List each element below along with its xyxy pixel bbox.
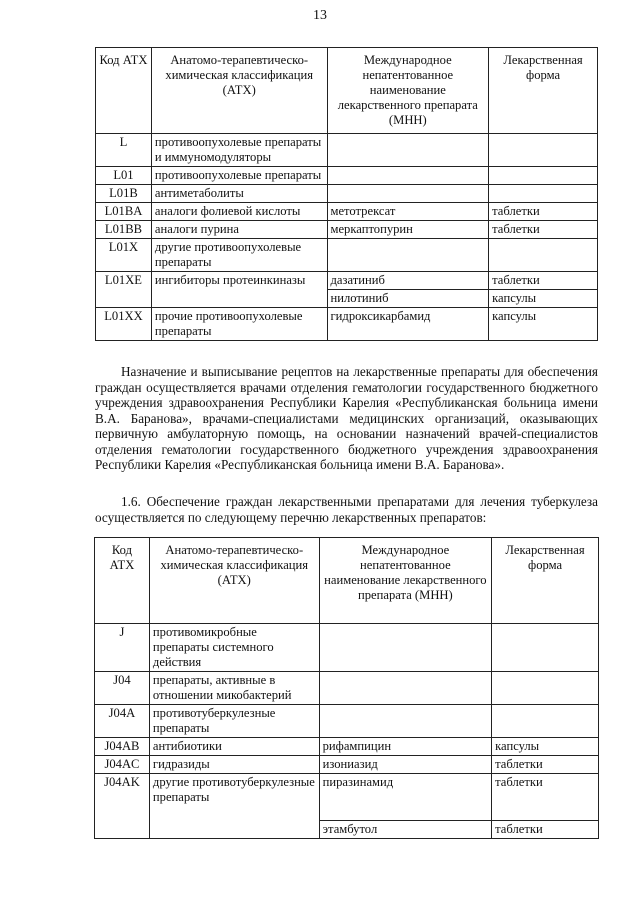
table-row [96,185,598,203]
table-row [95,774,599,821]
inn-cell: метотрексат [327,203,489,221]
form-cell [492,705,599,738]
inn-cell [319,624,491,672]
header-inn: Международное непатентованное наименование лекарственного препарата (МНН) [327,48,489,134]
table-row [95,624,599,672]
atc-code-cell: L01X [96,239,152,272]
form-cell: таблетки [492,756,599,774]
table-row [96,272,598,290]
atc-code-cell: L01XX [96,308,152,341]
table-row [95,756,599,774]
atc-code-cell: J04AK [95,774,150,839]
inn-cell: этамбутол [319,821,491,839]
classification-cell: аналоги фолиевой кислоты [151,203,327,221]
atc-code-cell: J04AC [95,756,150,774]
classification-cell: противотуберкулезные препараты [149,705,319,738]
inn-cell [327,185,489,203]
atc-code-cell: J04AB [95,738,150,756]
inn-cell: гидроксикарбамид [327,308,489,341]
classification-cell: прочие противоопухолевые препараты [151,308,327,341]
header-dosage-form: Лекарственная форма [489,48,598,134]
form-cell: таблетки [492,774,599,821]
classification-cell: препараты, активные в отношении микобактерий [149,672,319,705]
form-cell: таблетки [489,203,598,221]
form-cell: таблетки [489,272,598,290]
form-cell [489,239,598,272]
atc-code-cell: L01B [96,185,152,203]
atc-code-cell: L01XE [96,272,152,308]
inn-cell [327,239,489,272]
header-atc-code: Код АТХ [95,538,150,624]
tuberculosis-drug-table [94,537,599,839]
inn-cell [327,167,489,185]
classification-cell: противомикробные препараты системного действия [149,624,319,672]
inn-cell: дазатиниб [327,272,489,290]
atc-code-cell: L [96,134,152,167]
classification-cell: антиметаболиты [151,185,327,203]
inn-cell: меркаптопурин [327,221,489,239]
table-row [95,705,599,738]
classification-cell: гидразиды [149,756,319,774]
body-text: 1.6. Обеспечение граждан лекарственными препаратами для лечения туберкулеза осуществляется по следующему перечню лекарственных препаратов: [95,494,598,525]
tuberculosis-paragraph [95,494,598,525]
atc-code-cell: J04A [95,705,150,738]
form-cell: таблетки [489,221,598,239]
table-row [96,221,598,239]
body-text: Назначение и выписывание рецептов на лекарственные препараты для обеспечения граждан осуществляется врачами отделения гематологии государственного бюджетного учреждения здравоохранения Республики Карелия «Республиканская больница имени В.А. Баранова», врачами-специалистами медицинских организаций, оказывающих первичную амбулаторную помощь, на основании назначений врачей-специалистов отделения гематологии государственного бюджетного учреждения здравоохранения Республики Карелия «Республиканская больница имени В.А. Баранова». [95,364,598,472]
form-cell [489,185,598,203]
table-row [96,239,598,272]
classification-cell: другие противотуберкулезные препараты [149,774,319,839]
form-cell [489,134,598,167]
header-inn: Международное непатентованное наименование лекарственного препарата (МНН) [319,538,491,624]
inn-cell: нилотиниб [327,290,489,308]
form-cell [492,672,599,705]
form-cell: капсулы [489,308,598,341]
header-atc-classification: Анатомо-терапевтическо-химическая классификация (АТХ) [149,538,319,624]
form-cell [492,624,599,672]
table-row [95,672,599,705]
oncology-drug-table [95,47,598,341]
table-row [95,738,599,756]
inn-cell: рифампицин [319,738,491,756]
atc-code-cell: L01 [96,167,152,185]
header-atc-code: Код АТХ [96,48,152,134]
classification-cell: аналоги пурина [151,221,327,239]
classification-cell: другие противоопухолевые препараты [151,239,327,272]
form-cell: таблетки [492,821,599,839]
classification-cell: противоопухолевые препараты и иммуномодуляторы [151,134,327,167]
inn-cell [319,672,491,705]
atc-code-cell: L01BB [96,221,152,239]
header-atc-classification: Анатомо-терапевтическо-химическая классификация (АТХ) [151,48,327,134]
header-dosage-form: Лекарственная форма [492,538,599,624]
form-cell: капсулы [489,290,598,308]
classification-cell: ингибиторы протеинкиназы [151,272,327,308]
atc-code-cell: J04 [95,672,150,705]
classification-cell: противоопухолевые препараты [151,167,327,185]
table-row [96,203,598,221]
inn-cell [327,134,489,167]
classification-cell: антибиотики [149,738,319,756]
table-row [96,167,598,185]
inn-cell: пиразинамид [319,774,491,821]
form-cell: капсулы [492,738,599,756]
atc-code-cell: J [95,624,150,672]
prescription-paragraph [95,364,598,473]
table-row [96,308,598,341]
inn-cell: изониазид [319,756,491,774]
table-row [96,134,598,167]
page-number: 13 [313,8,327,23]
atc-code-cell: L01BA [96,203,152,221]
form-cell [489,167,598,185]
inn-cell [319,705,491,738]
